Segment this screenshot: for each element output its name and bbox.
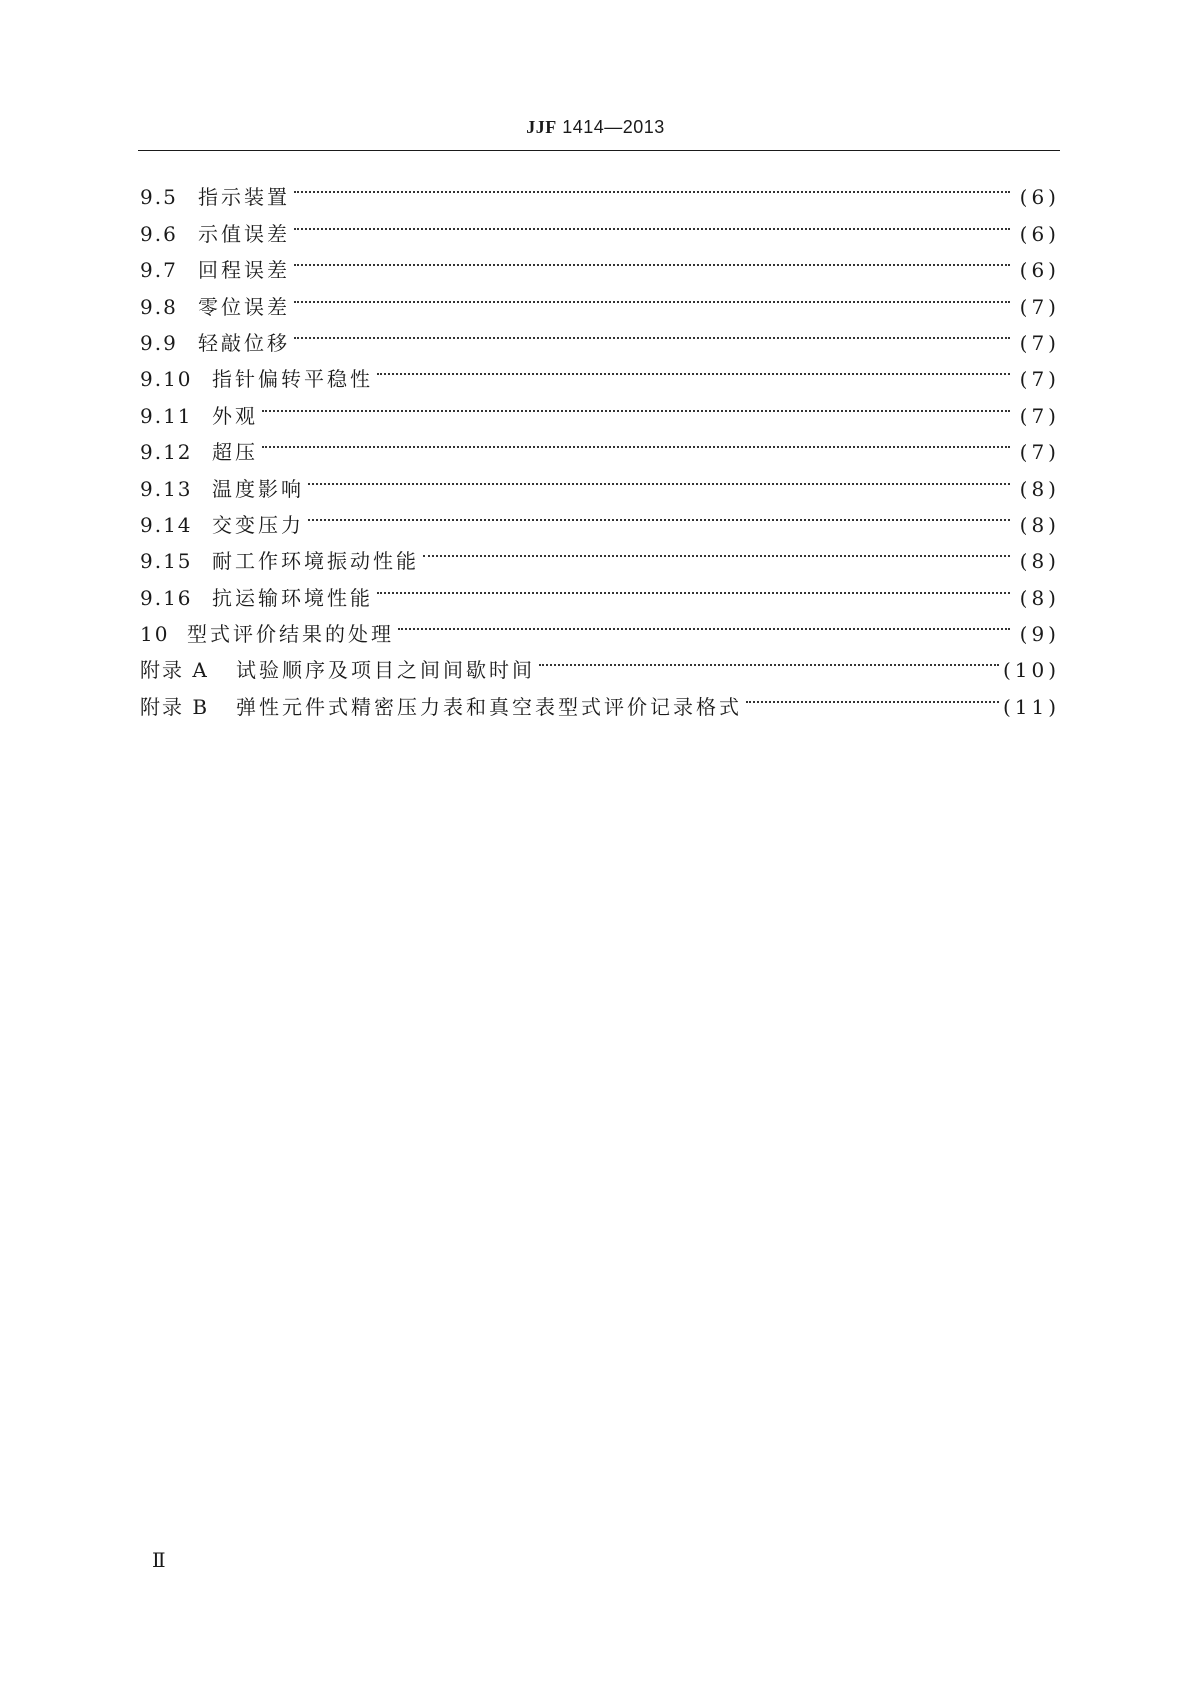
toc-entry-number: 附录 A [140, 658, 209, 683]
toc-entry-page: (7) [1019, 294, 1060, 319]
toc-leader-dots [294, 241, 1010, 277]
toc-leader-dots [262, 423, 1010, 459]
toc-leader-dots [746, 677, 999, 713]
toc-entry-title: 零位误差 [198, 294, 290, 319]
toc-entry-title: 试验顺序及项目之间间歇时间 [236, 658, 535, 683]
toc-entry-page: (6) [1019, 185, 1060, 210]
toc-entry-title: 指示装置 [198, 185, 290, 210]
toc-entry-title: 轻敲位移 [198, 330, 290, 355]
toc-entry[interactable] [140, 386, 1060, 428]
toc-leader-dots [308, 496, 1010, 532]
toc-leader-dots [262, 386, 1010, 422]
toc-entry[interactable] [140, 168, 1060, 210]
toc-entry[interactable] [140, 423, 1060, 465]
toc-entry-number: 9.6 [140, 221, 178, 246]
toc-entry-page: (6) [1019, 221, 1060, 246]
toc-entry-page: (8) [1019, 549, 1060, 574]
toc-entry-title: 回程误差 [198, 258, 290, 283]
toc-entry-page: (7) [1019, 403, 1060, 428]
toc-entry-page: (7) [1019, 440, 1060, 465]
toc-leader-dots [294, 314, 1010, 350]
toc-leader-dots [423, 532, 1010, 568]
toc-entry-title: 示值误差 [198, 221, 290, 246]
toc-entry-number: 9.10 [140, 367, 193, 392]
toc-entry-title: 交变压力 [212, 512, 304, 537]
toc-entry-page: (8) [1019, 585, 1060, 610]
toc-leader-dots [539, 641, 999, 677]
toc-entry-title: 型式评价结果的处理 [187, 622, 394, 647]
header-divider [138, 150, 1060, 151]
toc-entry-page: (8) [1019, 476, 1060, 501]
toc-entry-number: 10 [140, 622, 170, 647]
toc-entry-number: 9.5 [140, 185, 178, 210]
toc-entry-page: (10) [1002, 658, 1060, 683]
toc-entry-number: 9.14 [140, 512, 193, 537]
toc-entry-title: 指针偏转平稳性 [212, 367, 373, 392]
toc-entry-page: (6) [1019, 258, 1060, 283]
toc-entry-number: 9.7 [140, 258, 178, 283]
toc-entry-title: 外观 [212, 403, 258, 428]
toc-entry-title: 耐工作环境振动性能 [212, 549, 419, 574]
toc-entry[interactable] [140, 459, 1060, 501]
toc-entry-number: 附录 B [140, 694, 210, 719]
toc-entry-number: 9.15 [140, 549, 193, 574]
toc-entry-number: 9.16 [140, 585, 193, 610]
toc-leader-dots [294, 168, 1010, 204]
toc-entry-number: 9.11 [140, 403, 193, 428]
toc-entry-page: (8) [1019, 512, 1060, 537]
toc-entry-number: 9.9 [140, 330, 178, 355]
toc-entry-page: (11) [1002, 694, 1060, 719]
page-number: Ⅱ [152, 1548, 166, 1572]
toc-entry-title: 抗运输环境性能 [212, 585, 373, 610]
toc-leader-dots [294, 204, 1010, 240]
toc-entry-title: 弹性元件式精密压力表和真空表型式评价记录格式 [236, 694, 742, 719]
toc-entry-title: 温度影响 [212, 476, 304, 501]
toc-leader-dots [377, 350, 1010, 386]
toc-leader-dots [308, 459, 1010, 495]
toc-entry-number: 9.12 [140, 440, 193, 465]
header-code-number: 1414—2013 [562, 117, 665, 137]
toc-entry-page: (7) [1019, 367, 1060, 392]
toc-entry-number: 9.13 [140, 476, 193, 501]
toc-leader-dots [398, 605, 1010, 641]
table-of-contents [140, 168, 1060, 719]
header-code-prefix: JJF [526, 117, 557, 137]
toc-entry-title: 超压 [212, 440, 258, 465]
toc-entry-number: 9.8 [140, 294, 178, 319]
document-header [0, 117, 1191, 138]
toc-leader-dots [294, 277, 1010, 313]
toc-leader-dots [377, 568, 1010, 604]
toc-entry-page: (7) [1019, 330, 1060, 355]
toc-entry-page: (9) [1019, 622, 1060, 647]
